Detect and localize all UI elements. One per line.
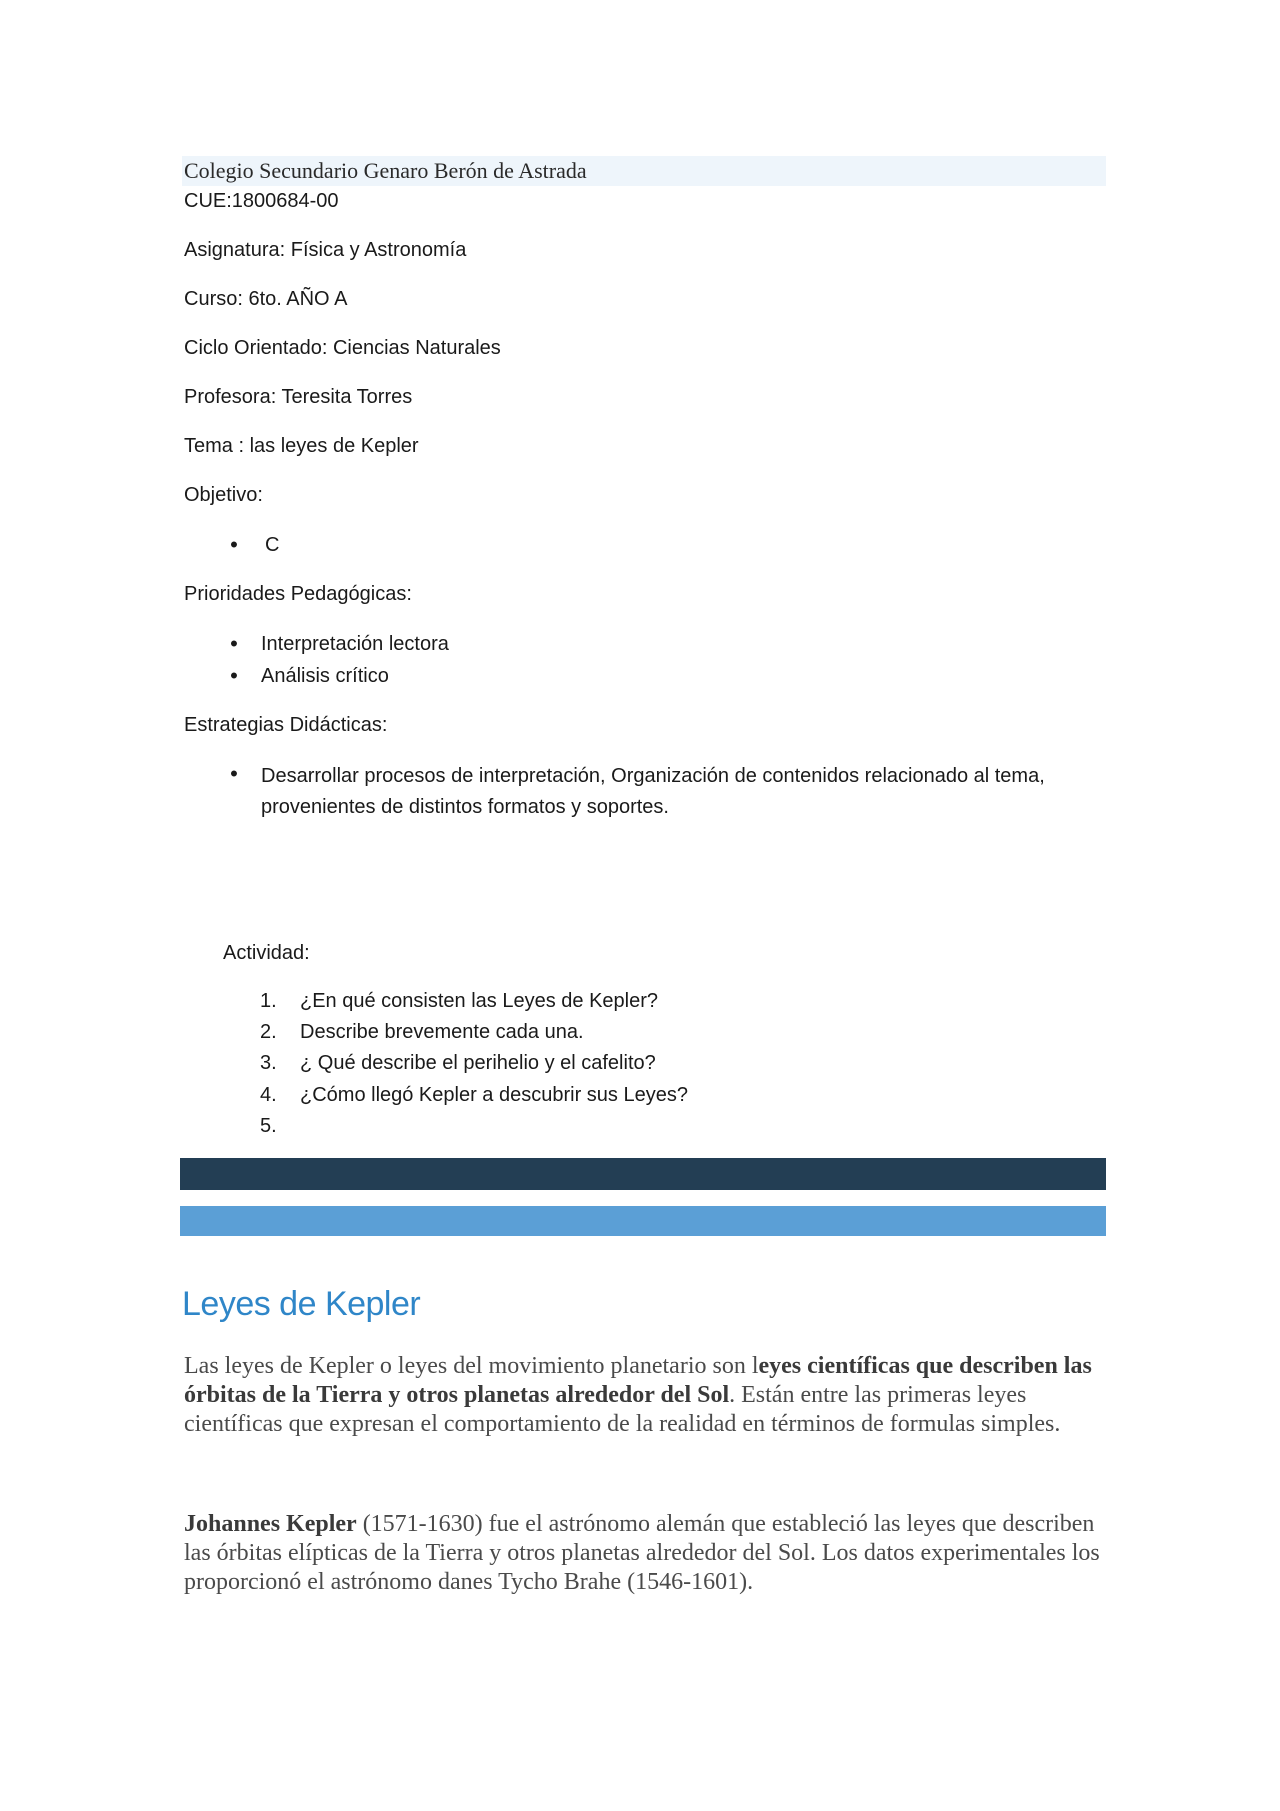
activity-item-text: ¿En qué consisten las Leyes de Kepler?	[300, 990, 658, 1012]
activity-item-text: ¿ Qué describe el perihelio y el cafelito?	[300, 1052, 656, 1074]
article-paragraph-2	[184, 1510, 1104, 1597]
activity-item-number: 4.	[260, 1084, 277, 1106]
priorities-label: Prioridades Pedagógicas:	[184, 583, 412, 605]
p1-rest: . Están entre las primeras leyes científicas que expresan el comportamiento de la realidad en términos de formulas simples.	[184, 1382, 1061, 1437]
strategies-label: Estrategias Didácticas:	[184, 714, 388, 736]
priority-item-text: Interpretación lectora	[261, 633, 449, 655]
article-paragraph-1	[184, 1352, 1104, 1439]
activity-item-number: 3.	[260, 1052, 277, 1074]
bullet-icon: •	[230, 631, 238, 656]
light-divider-bar	[180, 1206, 1106, 1236]
objective-item-text: C	[265, 534, 280, 556]
subject-line: Asignatura: Física y Astronomía	[184, 239, 467, 261]
p2-bold-name: Johannes Kepler	[184, 1511, 357, 1537]
activity-item-number: 5.	[260, 1115, 277, 1137]
objective-label: Objetivo:	[184, 484, 263, 506]
article-title: Leyes de Kepler	[182, 1285, 421, 1323]
activity-label: Actividad:	[223, 942, 310, 964]
p1-intro: Las leyes de Kepler o leyes del movimiento planetario son l	[184, 1353, 759, 1379]
strategy-item-text: Desarrollar procesos de interpretación, Organización de contenidos relacionado al tema, provenientes de distintos formatos y soportes.	[261, 765, 1045, 818]
topic-line: Tema : las leyes de Kepler	[184, 435, 419, 457]
cue-code: CUE:1800684-00	[184, 190, 339, 212]
priority-item-text: Análisis crítico	[261, 665, 389, 687]
cycle-line: Ciclo Orientado: Ciencias Naturales	[184, 337, 501, 359]
p2-rest: (1571-1630) fue el astrónomo alemán que estableció las leyes que describen las órbitas elípticas de la Tierra y otros planetas alrededor del Sol. Los datos experimentales los proporcionó el astrónomo danes Tycho Brahe (1546-1601).	[184, 1511, 1100, 1595]
bullet-icon: •	[230, 532, 238, 557]
teacher-line: Profesora: Teresita Torres	[184, 386, 413, 408]
activity-item-text: ¿Cómo llegó Kepler a descubrir sus Leyes?	[300, 1084, 688, 1106]
dark-divider-bar	[180, 1158, 1106, 1190]
activity-item-number: 1.	[260, 990, 277, 1012]
bullet-icon: •	[230, 663, 238, 688]
course-line: Curso: 6to. AÑO A	[184, 288, 348, 310]
school-name: Colegio Secundario Genaro Berón de Astrada	[182, 156, 1106, 186]
bullet-icon: •	[230, 761, 238, 786]
activity-item-number: 2.	[260, 1021, 277, 1043]
activity-item-text: Describe brevemente cada una.	[300, 1021, 584, 1043]
p1-bold: eyes científicas que describen las órbitas de la Tierra y otros planetas alrededor del Sol	[184, 1353, 1092, 1408]
